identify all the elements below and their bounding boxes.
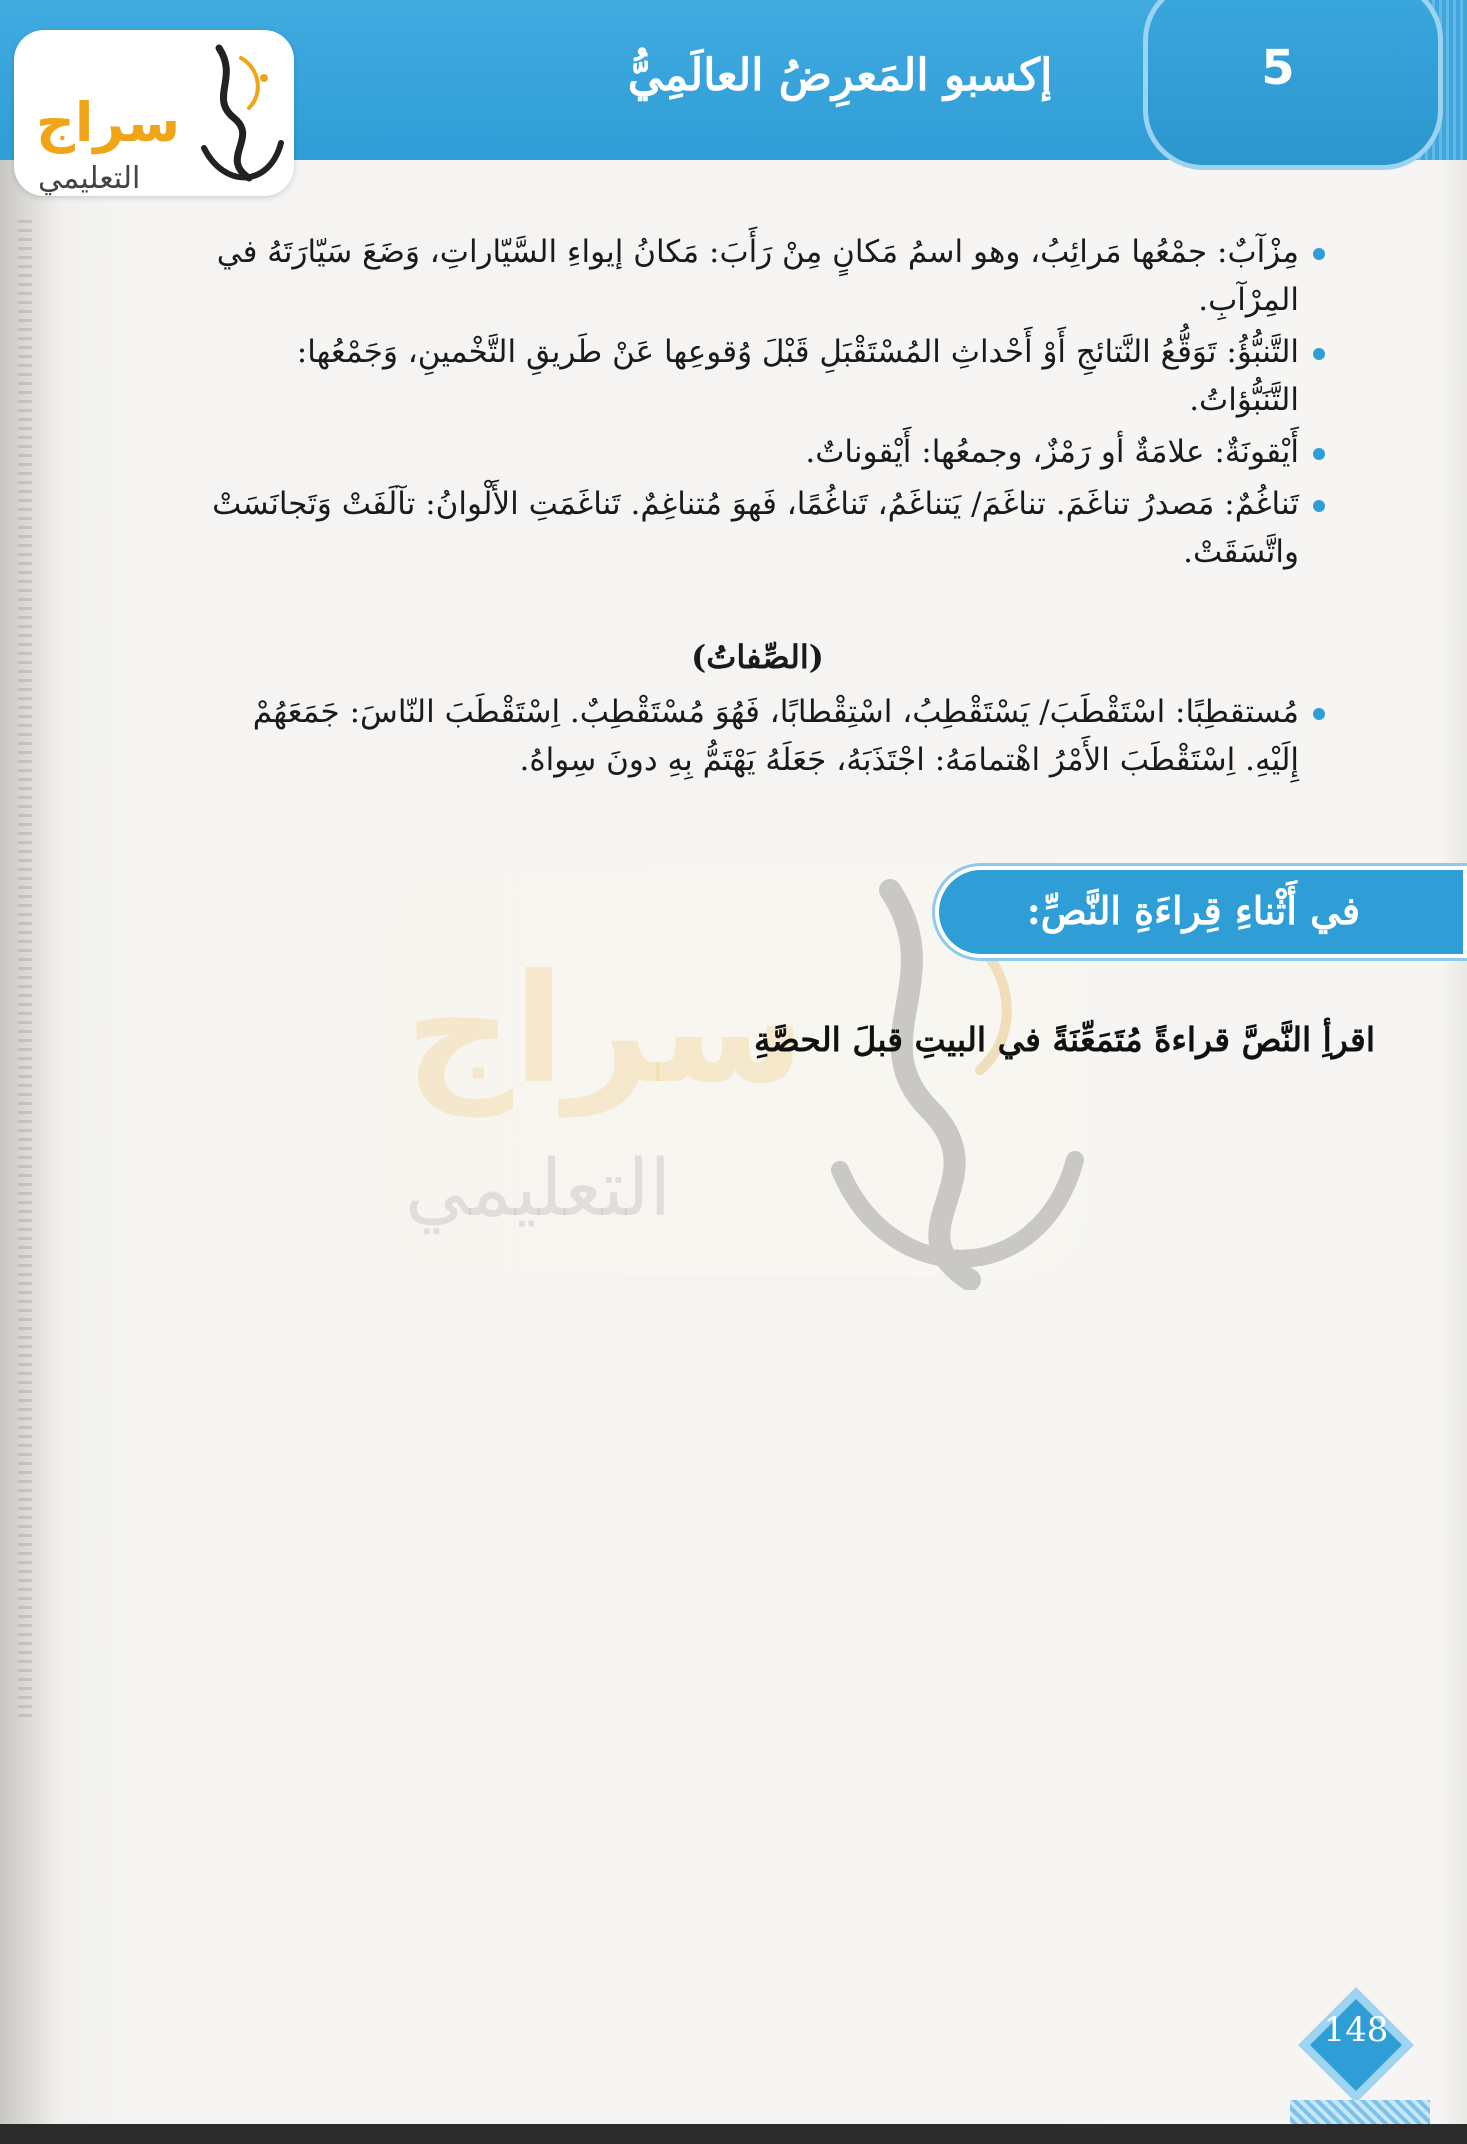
sifat-heading: (الصِّفاتُ) <box>691 638 824 676</box>
vocabulary-item: أَيْقونَةٌ: علامَةٌ أو رَمْزٌ، وجمعُها: أَيْقوناتٌ. <box>190 428 1325 476</box>
lesson-title: إكسبو المَعرِضُ العالَمِيُّ <box>627 50 1053 101</box>
watermark-word: سراج <box>405 943 806 1117</box>
logo-word: سراج <box>36 91 181 154</box>
reading-instruction: اقرأِ النَّصَّ قراءةً مُتَمَعِّنَةً في البيتِ قبلَ الحصَّةِ <box>754 1020 1375 1059</box>
vocabulary-item: تَناغُمٌ: مَصدرُ تناغَمَ. تناغَمَ/ يَتناغَمُ، تَناغُمًا، فَهوَ مُتناغِمٌ. تَناغَمَتِ الأَلْوانُ: تآلَفَتْ وَتَجانَسَتْ واتَّسَقَتْ. <box>190 480 1325 576</box>
scan-bottom-edge <box>0 2124 1467 2144</box>
sifat-list <box>190 688 1325 788</box>
vocabulary-item: مِزْآبٌ: جمْعُها مَرائِبُ، وهو اسمُ مَكانٍ مِنْ رَأَبَ: مَكانُ إيواءِ السَّيّاراتِ، وَضَعَ سَيّارَتَهُ في المِرْآبِ. <box>190 228 1325 324</box>
logo-subtitle: التعليمي <box>38 161 141 196</box>
sifat-item: مُستقطِبًا: اسْتَقْطَبَ/ يَسْتَقْطِبُ، اسْتِقْطابًا، فَهُوَ مُسْتَقْطِبٌ. اِسْتَقْطَبَ النّاسَ: جَمَعَهُمْ إِلَيْهِ. اِسْتَقْطَبَ الأَمْرُ اهْتمامَهُ: اجْتَذَبَهُ، جَعَلَهُ يَهْتَمُّ بِهِ دونَ سِواهُ. <box>190 688 1325 784</box>
publisher-logo <box>14 30 294 196</box>
vocabulary-list <box>190 228 1325 580</box>
binding-shadow <box>18 220 32 1720</box>
watermark-subtitle: التعليمي <box>405 1144 672 1234</box>
lesson-number: 5 <box>1261 40 1295 96</box>
calligraphy-logo-icon <box>189 38 289 188</box>
vocabulary-item: التَّنبُّؤُ: تَوَقُّعُ النَّتائجِ أَوْ أَحْداثِ المُسْتَقْبَلِ قَبْلَ وُقوعِها عَنْ طَريقِ التَّخْمينِ، وَجَمْعُها: التَّنَبُّؤاتُ. <box>190 328 1325 424</box>
page-number: 148 <box>1323 2010 1389 2050</box>
reading-section-title: في أَثْناءِ قِراءَةِ النَّصِّ: <box>1026 888 1360 933</box>
